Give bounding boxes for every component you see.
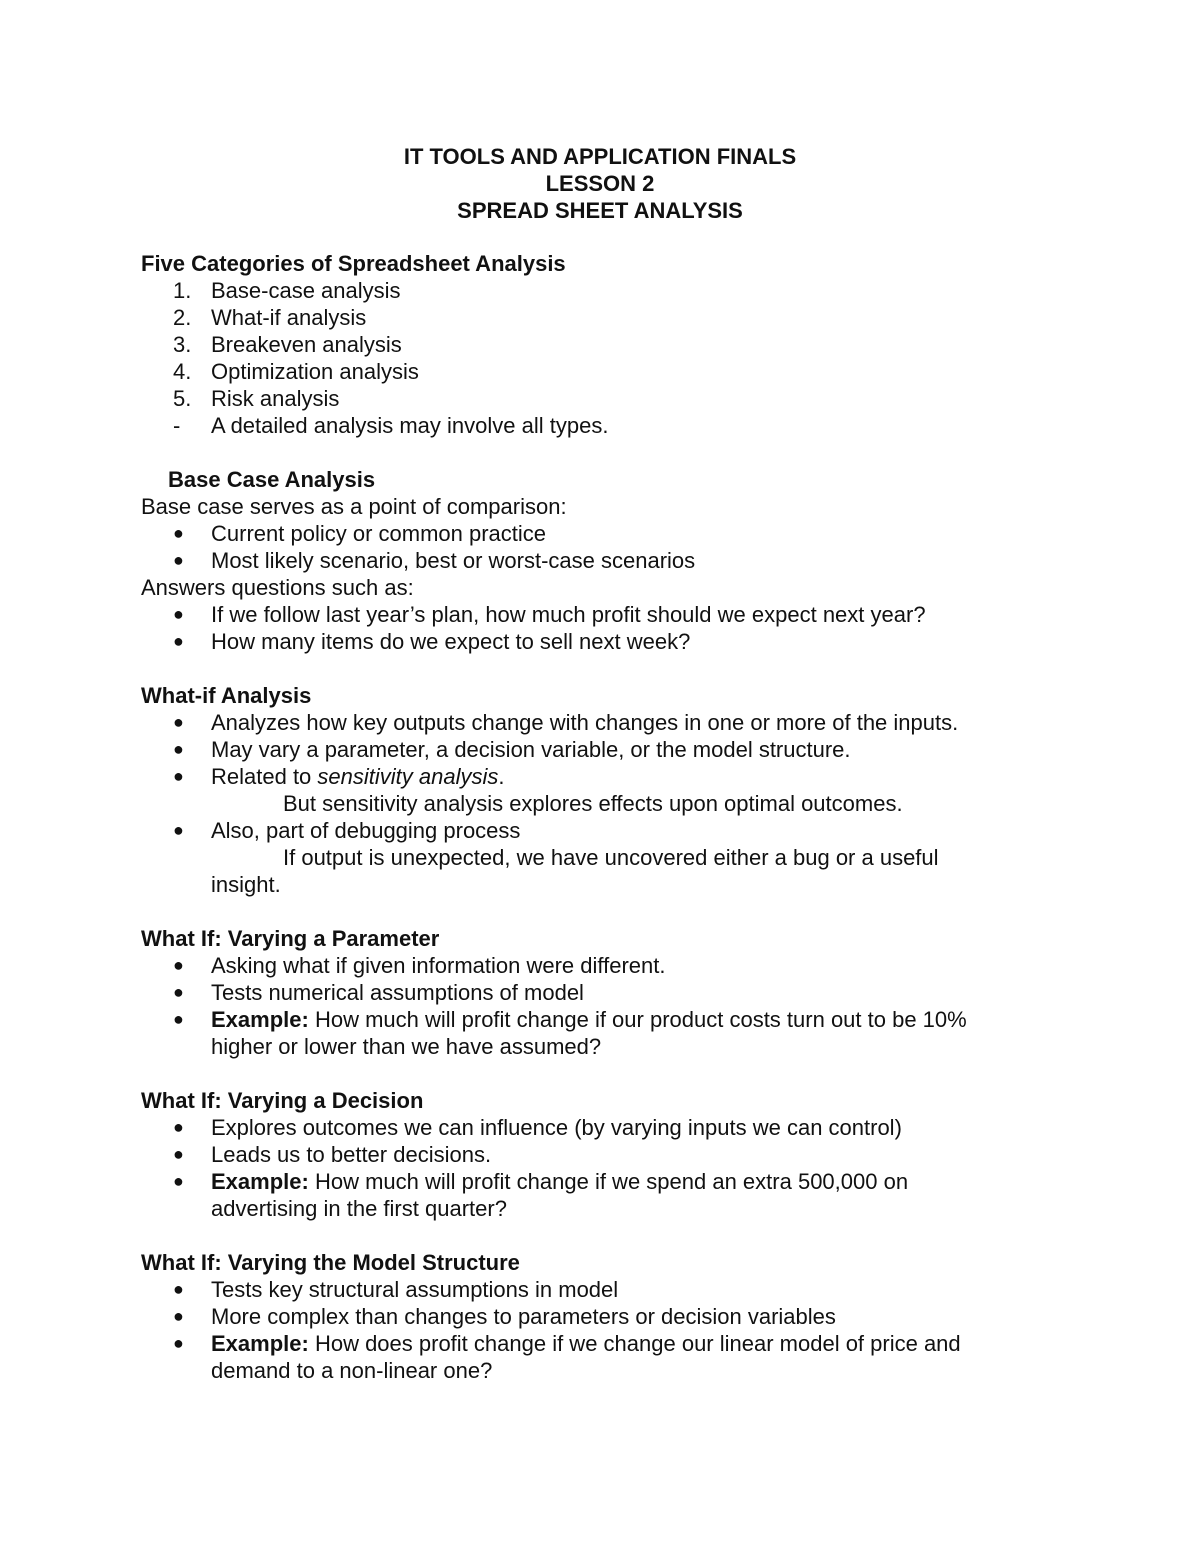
bullet-icon: ● bbox=[173, 550, 184, 570]
bullet-item: ● May vary a parameter, a decision variable, or the model structure. bbox=[173, 737, 851, 762]
section-heading-varying-decision: What If: Varying a Decision bbox=[141, 1088, 424, 1113]
bullet-item: ● Asking what if given information were different. bbox=[173, 953, 666, 978]
bullet-item: ● Tests numerical assumptions of model bbox=[173, 980, 584, 1005]
bullet-item: ● More complex than changes to parameters or decision variables bbox=[173, 1304, 836, 1329]
bullet-continuation: higher or lower than we have assumed? bbox=[211, 1034, 602, 1059]
section-heading-varying-parameter: What If: Varying a Parameter bbox=[141, 926, 440, 951]
bullet-icon: ● bbox=[173, 1117, 184, 1137]
list-item: 5. Risk analysis bbox=[173, 386, 340, 411]
bullet-item: ● Related to sensitivity analysis. bbox=[173, 764, 505, 789]
lesson-number: LESSON 2 bbox=[545, 171, 655, 196]
section-heading-categories: Five Categories of Spreadsheet Analysis bbox=[141, 251, 566, 276]
bullet-icon: ● bbox=[173, 1144, 184, 1164]
section-heading-varying-model: What If: Varying the Model Structure bbox=[141, 1250, 520, 1275]
bullet-item: ● How many items do we expect to sell next week? bbox=[173, 629, 691, 654]
example-label: Example: bbox=[211, 1331, 309, 1356]
bullet-icon: ● bbox=[173, 955, 184, 975]
document-body bbox=[141, 250, 1041, 1384]
bullet-icon: ● bbox=[173, 712, 184, 732]
bullet-icon: ● bbox=[173, 820, 184, 840]
bullet-item: ● Current policy or common practice bbox=[173, 521, 547, 546]
bullet-continuation: demand to a non-linear one? bbox=[211, 1358, 493, 1383]
bullet-icon: ● bbox=[173, 631, 184, 651]
section-heading-base-case: Base Case Analysis bbox=[168, 467, 376, 492]
list-item: 1. Base-case analysis bbox=[173, 278, 401, 303]
bullet-item: ● Leads us to better decisions. bbox=[173, 1142, 492, 1167]
bullet-item: ● Example: How does profit change if we change our linear model of price and bbox=[173, 1331, 961, 1356]
sub-text: If output is unexpected, we have uncovered either a bug or a useful bbox=[283, 845, 939, 870]
bullet-icon: ● bbox=[173, 739, 184, 759]
paragraph: Base case serves as a point of comparison: bbox=[141, 494, 567, 519]
list-item: 3. Breakeven analysis bbox=[173, 332, 402, 357]
emphasis-term: sensitivity analysis bbox=[317, 764, 499, 789]
sub-text-continuation: insight. bbox=[211, 872, 281, 897]
bullet-icon: ● bbox=[173, 523, 184, 543]
section-heading-what-if: What-if Analysis bbox=[141, 683, 312, 708]
bullet-icon: ● bbox=[173, 766, 184, 786]
sub-text: But sensitivity analysis explores effects upon optimal outcomes. bbox=[283, 791, 903, 816]
bullet-icon: ● bbox=[173, 1279, 184, 1299]
bullet-item: ● Also, part of debugging process bbox=[173, 818, 521, 843]
lesson-title: SPREAD SHEET ANALYSIS bbox=[457, 198, 743, 223]
bullet-icon: ● bbox=[173, 1306, 184, 1326]
course-title: IT TOOLS AND APPLICATION FINALS bbox=[403, 144, 797, 169]
paragraph: Answers questions such as: bbox=[141, 575, 414, 600]
bullet-item: ● Explores outcomes we can influence (by varying inputs we can control) bbox=[173, 1115, 902, 1140]
title-block bbox=[0, 143, 1200, 224]
bullet-icon: ● bbox=[173, 1333, 184, 1353]
bullet-icon: ● bbox=[173, 1171, 184, 1191]
bullet-continuation: advertising in the first quarter? bbox=[211, 1196, 507, 1221]
list-item: 2. What-if analysis bbox=[173, 305, 367, 330]
bullet-icon: ● bbox=[173, 1009, 184, 1029]
bullet-icon: ● bbox=[173, 604, 184, 624]
bullet-item: ● Example: How much will profit change if we spend an extra 500,000 on bbox=[173, 1169, 909, 1194]
bullet-item: ● Analyzes how key outputs change with changes in one or more of the inputs. bbox=[173, 710, 959, 735]
example-label: Example: bbox=[211, 1169, 309, 1194]
bullet-item: ● Example: How much will profit change if our product costs turn out to be 10% bbox=[173, 1007, 967, 1032]
bullet-item: ● Tests key structural assumptions in model bbox=[173, 1277, 619, 1302]
bullet-item: ● If we follow last year’s plan, how much profit should we expect next year? bbox=[173, 602, 926, 627]
list-item: - A detailed analysis may involve all types. bbox=[173, 413, 609, 438]
example-label: Example: bbox=[211, 1007, 309, 1032]
bullet-icon: ● bbox=[173, 982, 184, 1002]
list-item: 4. Optimization analysis bbox=[173, 359, 419, 384]
bullet-item: ● Most likely scenario, best or worst-case scenarios bbox=[173, 548, 696, 573]
